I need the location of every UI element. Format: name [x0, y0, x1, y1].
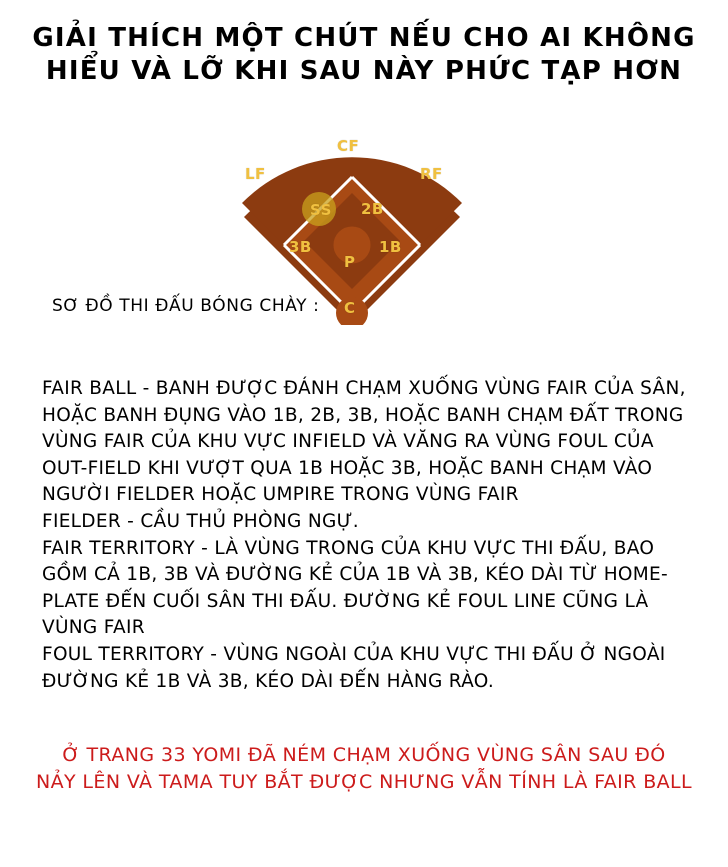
definition-fair-territory: FAIR TERRITORY - LÀ VÙNG TRONG CỦA KHU VỰC THI ĐẤU, BAO GỒM CẢ 1B, 3B VÀ ĐƯỜNG KẺ CỦA 1B VÀ 3B, KÉO DÀI TỪ HOME-PLATE ĐẾN CUỐI SÂN THI ĐẤU. ĐƯỜNG KẺ FOUL LINE CŨNG LÀ VÙNG FAIR [42, 537, 669, 639]
field-label-lf: LF [245, 165, 266, 183]
page-title-line-1: GIẢI THÍCH MỘT CHÚT NẾU CHO AI KHÔNG [32, 23, 696, 53]
field-label-3b: 3B [289, 238, 312, 256]
definition-fair-ball: FAIR BALL - BANH ĐƯỢC ĐÁNH CHẠM XUỐNG VÙNG FAIR CỦA SÂN, HOẶC BANH ĐỤNG VÀO 1B, 2B, 3B, HOẶC BANH CHẠM ĐẤT TRONG VÙNG FAIR CỦA KHU VỰC INFIELD VÀ VĂNG RA VÙNG FOUL CỦA OUT-FIELD KHI VƯỢT QUA 1B HOẶC 3B, HOẶC BANH CHẠM VÀO NGƯỜI FIELDER HOẶC UMPIRE TRONG VÙNG FAIR [42, 378, 686, 506]
field-label-rf: RF [420, 165, 443, 183]
footer-note-line-1: Ở TRANG 33 YOMI ĐÃ NÉM CHẠM XUỐNG VÙNG SÂN SAU ĐÓ [62, 744, 666, 766]
footer-note [0, 742, 728, 796]
baseball-field-diagram [224, 125, 480, 325]
definitions-block [42, 376, 692, 695]
page-title-line-2: HIỂU VÀ LỠ KHI SAU NÀY PHỨC TẠP HƠN [45, 56, 683, 86]
footer-note-line-2: NẢY LÊN VÀ TAMA TUY BẮT ĐƯỢC NHƯNG VẪN TÍNH LÀ FAIR BALL [35, 771, 693, 793]
field-label-p: P [344, 253, 356, 271]
field-label-ss: SS [310, 201, 332, 219]
definition-foul-territory: FOUL TERRITORY - VÙNG NGOÀI CỦA KHU VỰC THI ĐẤU Ở NGOÀI ĐƯỜNG KẺ 1B VÀ 3B, KÉO DÀI ĐẾN HÀNG RÀO. [42, 643, 666, 692]
field-svg [224, 125, 480, 325]
field-label-2b: 2B [361, 200, 384, 218]
field-label-c: C [344, 299, 356, 317]
field-label-1b: 1B [379, 238, 402, 256]
field-label-cf: CF [337, 137, 360, 155]
definition-fielder: FIELDER - CẦU THỦ PHÒNG NGỰ. [42, 510, 359, 532]
diagram-caption: SƠ ĐỒ THI ĐẤU BÓNG CHÀY : [52, 296, 320, 316]
page-title [0, 22, 728, 88]
